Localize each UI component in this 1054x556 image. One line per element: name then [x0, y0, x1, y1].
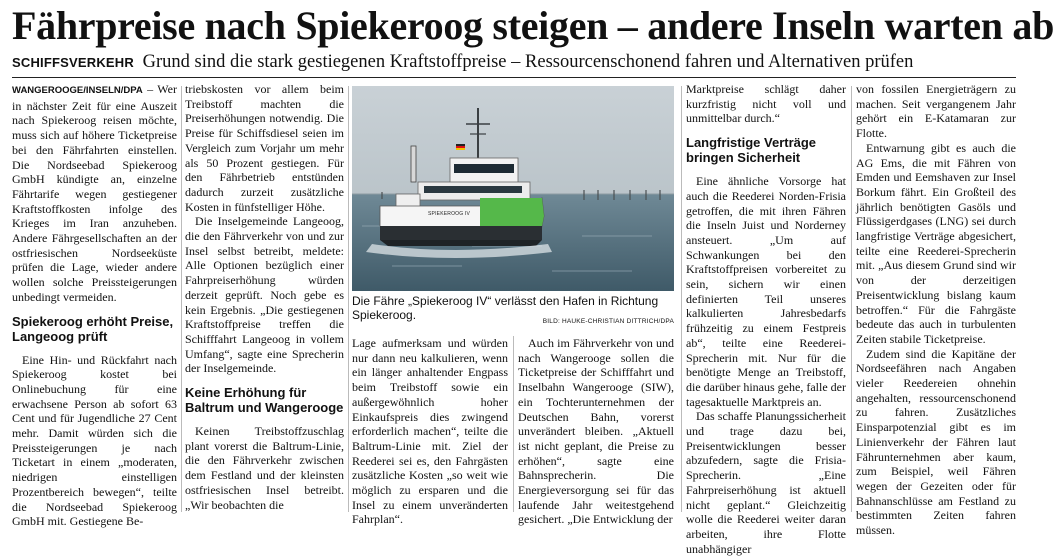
dateline: WANGEROOGE/INSELN/DPA: [12, 85, 143, 96]
header-rule: [12, 77, 1016, 78]
subhead-langfristige-vertraege: Langfristige Verträge bringen Sicherheit: [686, 135, 817, 166]
photo-caption: Die Fähre „Spiekeroog IV“ verlässt den Hafen in Richtung Spiekeroog.: [352, 294, 659, 322]
paragraph: von fossilen Energieträgern zu machen. Seit vergangenem Jahr gehört ein E-Katamaran zur Flotte.: [856, 82, 1016, 141]
paragraph: Lage aufmerksam und würden nur dann neu kalkulieren, wenn ein länger anhaltender Engpass beim Treibstoff sowie ein außergewöhnlich hoher Einkaufspreis dies zwingend erforderlich machen“, teilte die Baltrum-Linie mit. Ziel der Reederei sei es, den Fahrgästen zusätzliche Kosten „so weit wie möglich zu ersparen und die Insel zu einem unveränderten Fahrplan“.: [352, 336, 508, 527]
intro-paragraph: WANGEROOGE/INSELN/DPA – Wer in nächster Zeit für eine Auszeit nach Spiekeroog reisen möchte, muss sich auf höhere Ticketpreise bei den Fährfahrten einstellen. Die Nordseebad Spiekeroog GmbH kündigte an, einzelne Fährtarife wegen gestiegener Kraftstoffkosten infolge des Krieges im Iran anzuheben. Andere Fährgesellschaften an der ostfriesischen Nordseeküste prüfen die Lage, wieder andere wollen solche Preissteigerungen unbedingt vermeiden.: [12, 82, 177, 304]
paragraph: Das schaffe Planungssicherheit und trage dazu bei, Preisentwicklungen besser abzufedern, sagte die Frisia-Sprecherin. „Eine Fahrpreiserhöhung ist aktuell nicht geplant.“ Gleichzeitig wolle die Reederei weiter daran arbeiten, ihre Flotte unabhängiger: [686, 409, 846, 556]
paragraph: Eine ähnliche Vorsorge hat auch die Reederei Norden-Frisia getroffen, die mit ihren Fähren die Inseln Juist und Norderney ansteuert. „Um auf Schwankungen bei den Kraftstoffpreisen vorbereitet zu sein, sichern wir einen definierten Teil unseres kalkulierten Jahresbedarfs frühzeitig zu einem Festpreis ab“, teilte eine Reederei-Sprecherin mit. Nur für die benötigte Menge an Treibstoff, die darüber hinaus gehe, falle der tagesaktuelle Marktpreis an.: [686, 174, 846, 409]
subhead-spiekeroog: Spiekeroog erhöht Preise, Langeoog prüft: [12, 313, 174, 344]
paragraph: Zudem sind die Kapitäne der Nordseefähren nach Angaben vieler Reedereien ohnehin angehalten, ressourcenschonend zu fahren. Zusätzliches Einsparpotenzial gibt es im Linienverkehr der Fähren laut Fährunternehmen aber kaum, zum Beispiel, weil Fähren wegen der Gezeiten oder für Bahnanschlüsse am Festland zu bestimmten Zeiten fahren müssen.: [856, 346, 1016, 538]
subhead-baltrum-wangerooge: Keine Erhöhung für Baltrum und Wangerooge: [185, 385, 344, 416]
paragraph: Marktpreise schlägt daher kurzfristig nicht voll und unmittelbar durch.“: [686, 82, 846, 126]
column-3: [352, 336, 508, 527]
paragraph: Auch im Fährverkehr von und nach Wangerooge sollen die Ticketpreise der Schifffahrt und Inselbahn Wangerooge (SIW), ein Tochterunternehmen der Deutschen Bahn, vorerst unverändert bleiben. „Aktuell ist nicht geplant, die Preise zu erhöhen“, sagte eine Bahnsprecherin. Die Energieversorgung sei für das laufende Jahr weitestgehend gesichert. „Die Entwicklung der: [518, 336, 674, 527]
headline: Fährpreise nach Spiekeroog steigen – andere Inseln warten ab: [12, 3, 1054, 48]
paragraph: Die Inselgemeinde Langeoog, die den Fährverkehr von und zur Insel selbst betreibt, meldete: Alle Optionen bezüglich einer Fahrpreiserhöhung würden derzeit geprüft. Noch gebe es kein Ergebnis. „Die gestiegenen Kraftstoffpreise treffen die Schifffahrt Langeoog in vollem Umfang“, sagte eine Sprecherin der Inselgemeinde.: [185, 214, 344, 376]
column-1: [12, 82, 177, 529]
paragraph: Entwarnung gibt es auch die AG Ems, die mit Fähren von Emden und Eemshaven zur Insel Borkum fährt. Ein Großteil des jährlich benötigten Gasöls und Flüssigerdgases (LNG) sei durch langfristige Verträge abgesichert, teilte eine Reederei-Sprecherin mit. „Aus diesem Grund sind wir von der derzeitigen Preisentwicklung bislang kaum betroffen.“ Für die Fahrgäste bedeute das auch in turbulenten Zeiten stabile Ticketpreise.: [856, 140, 1016, 346]
ship-hull-name: SPIEKEROOG IV: [428, 211, 471, 217]
photo-credit: BILD: HAUKE-CHRISTIAN DITTRICH/DPA: [542, 318, 674, 325]
kicker: SCHIFFSVERKEHR: [12, 55, 134, 70]
column-4: [518, 336, 674, 527]
column-divider: [348, 86, 349, 512]
column-divider: [681, 86, 682, 512]
column-6: [856, 82, 1016, 538]
column-divider: [513, 336, 514, 512]
ferry-photo: [352, 86, 674, 291]
column-2: [185, 82, 344, 518]
column-divider: [851, 86, 852, 512]
column-5: [686, 82, 846, 556]
subheadline-row: [12, 50, 1016, 75]
paragraph: Keinen Treibstoffzuschlag plant vorerst die Baltrum-Linie, die den Fährverkehr zwischen dem Festland und der kleinsten ostfriesischen Insel betreibt. „Wir beobachten die: [185, 424, 344, 512]
ferry-illustration: [352, 86, 674, 291]
column-divider: [181, 86, 182, 512]
subheadline: Grund sind die stark gestiegenen Kraftstoffpreise – Ressourcenschonend fahren und Alternativen prüfen: [142, 52, 914, 72]
paragraph: Eine Hin- und Rückfahrt nach Spiekeroog kostet bei Onlinebuchung für eine erwachsene Person ab sofort 63 Cent und für Jugendliche 27 Cent mehr. Damit würden sich die Preissteigerungen je nach Ticketart in einem „moderaten, niedrigen einstelligen Prozentbereich bewegen“, teilte die Nordseebad Spiekeroog GmbH mit. Gestiegene Be-: [12, 352, 177, 529]
paragraph: triebskosten vor allem beim Treibstoff machten die Preiserhöhungen notwendig. Die Preise für Schiffsdiesel seien im Vergleich zum Vorjahr um mehr als 50 Prozent gestiegen. Für den Fährbetrieb entstünden dadurch zurzeit zusätzliche Kosten in fünfstelliger Höhe.: [185, 82, 344, 214]
